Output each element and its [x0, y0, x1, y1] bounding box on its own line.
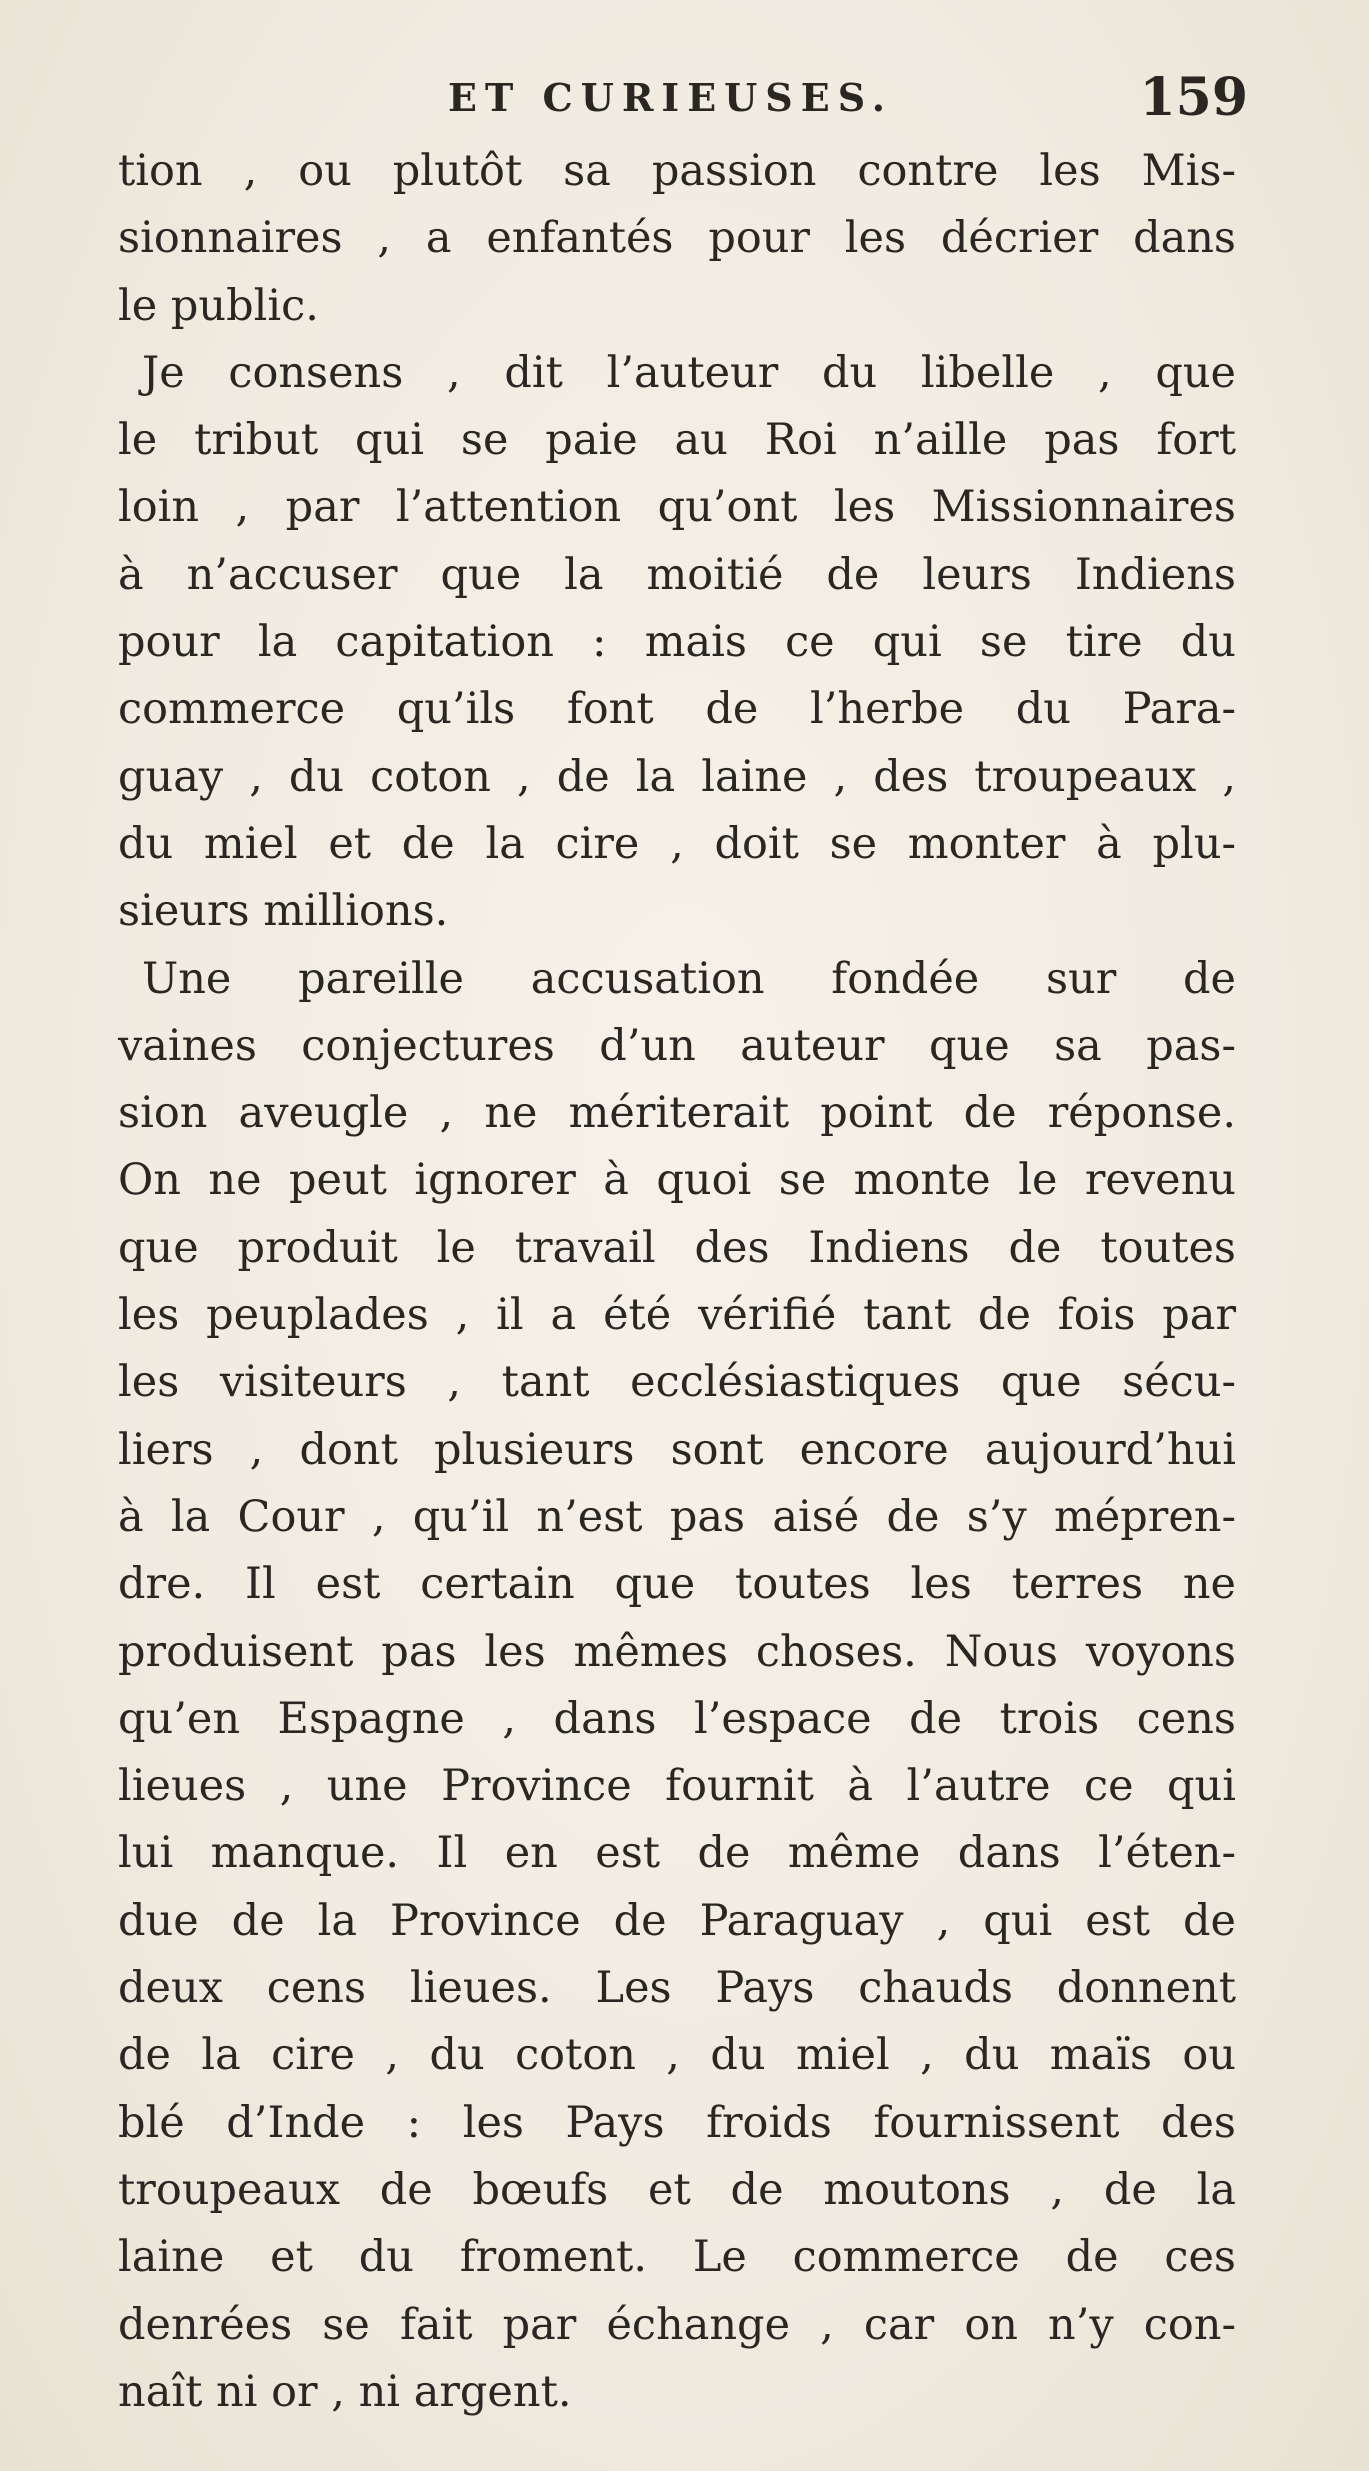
text-line: Je consens , dit l’auteur du libelle , que: [142, 347, 1236, 398]
text-line: le public.: [118, 280, 319, 331]
running-head: [448, 68, 1248, 138]
text-line: lieues , une Province fournit à l’autre ce qui: [118, 1761, 1236, 1812]
text-line: due de la Province de Paraguay , qui est de: [118, 1895, 1236, 1946]
text-line: pour la capitation : mais ce qui se tire du: [118, 617, 1236, 668]
text-line: du miel et de la cire , doit se monter à plu-: [118, 818, 1236, 869]
text-line: commerce qu’ils font de l’herbe du Para-: [118, 684, 1236, 735]
text-line: naît ni or , ni argent.: [118, 2366, 572, 2417]
body-text: [118, 138, 1236, 2426]
text-line: deux cens lieues. Les Pays chauds donnent: [118, 1963, 1236, 2014]
text-line: tion , ou plutôt sa passion contre les Mis-: [118, 146, 1236, 196]
text-line: vaines conjectures d’un auteur que sa pas-: [118, 1020, 1236, 1071]
text-line: sionnaires , a enfantés pour les décrier dans: [118, 213, 1236, 264]
text-line: blé d’Inde : les Pays froids fournissent des: [118, 2097, 1236, 2148]
text-line: produisent pas les mêmes choses. Nous voyons: [118, 1626, 1236, 1677]
text-line: Une pareille accusation fondée sur de: [142, 953, 1236, 1004]
text-line: liers , dont plusieurs sont encore aujourd’hui: [118, 1424, 1236, 1475]
text-line: les peuplades , il a été vérifié tant de fois par: [118, 1290, 1236, 1341]
text-line: loin , par l’attention qu’ont les Missionnaires: [118, 482, 1236, 533]
text-line: qu’en Espagne , dans l’espace de trois cens: [118, 1693, 1236, 1744]
text-line: lui manque. Il en est de même dans l’éten-: [118, 1828, 1236, 1879]
text-line: de la cire , du coton , du miel , du maïs ou: [118, 2030, 1236, 2081]
text-line: que produit le travail des Indiens de toutes: [118, 1222, 1236, 1273]
text-line: troupeaux de bœufs et de moutons , de la: [118, 2164, 1236, 2215]
text-line: à n’accuser que la moitié de leurs Indiens: [118, 549, 1236, 600]
running-title: ET CURIEUSES.: [448, 75, 894, 120]
page-number: 159: [1139, 67, 1248, 128]
text-line: sieurs millions.: [118, 886, 449, 937]
text-line: à la Cour , qu’il n’est pas aisé de s’y mépren-: [118, 1491, 1236, 1542]
text-line: denrées se fait par échange , car on n’y con-: [118, 2299, 1236, 2350]
text-line: guay , du coton , de la laine , des troupeaux ,: [118, 751, 1236, 802]
text-line: dre. Il est certain que toutes les terres ne: [118, 1559, 1236, 1610]
text-line: les visiteurs , tant ecclésiastiques que sécu-: [118, 1357, 1236, 1408]
text-line: sion aveugle , ne mériterait point de réponse.: [118, 1088, 1236, 1139]
text-line: On ne peut ignorer à quoi se monte le revenu: [118, 1155, 1236, 1206]
text-line: le tribut qui se paie au Roi n’aille pas fort: [118, 415, 1236, 466]
text-line: laine et du froment. Le commerce de ces: [118, 2232, 1236, 2283]
